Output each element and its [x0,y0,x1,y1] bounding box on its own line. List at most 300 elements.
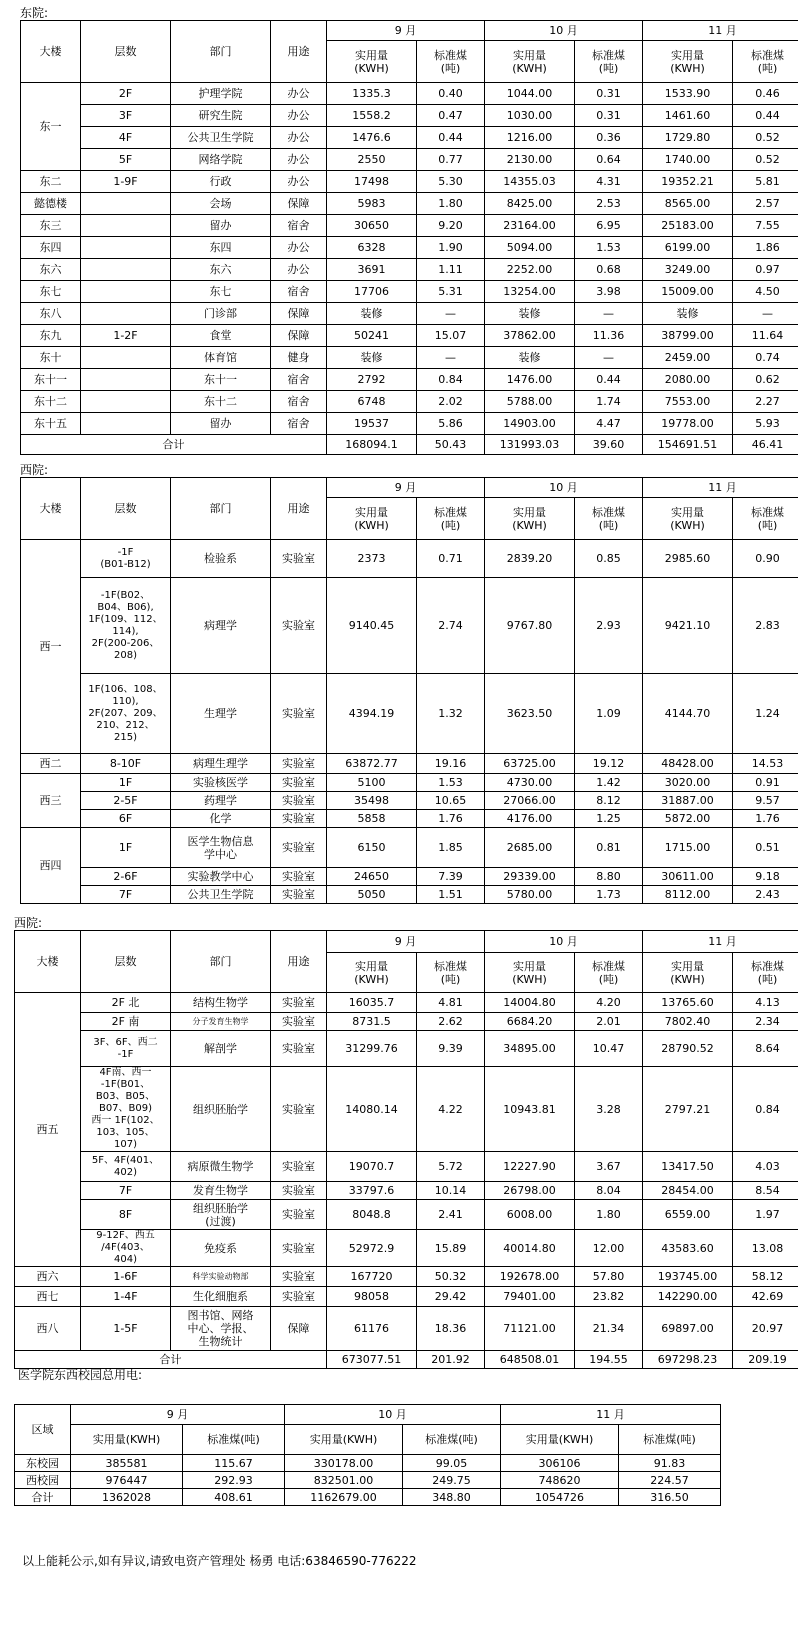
table-cell: 宿舍 [271,369,327,391]
table-cell: 留办 [171,215,271,237]
table-cell: 2.02 [417,391,485,413]
table-cell: 办公 [271,171,327,193]
table-cell: 0.68 [575,259,643,281]
table-cell: 1533.90 [643,83,733,105]
table-cell: 2685.00 [485,828,575,868]
table-cell: 2.83 [733,578,798,674]
table-row [15,1230,798,1267]
table-row [21,127,798,149]
table-cell: 1216.00 [485,127,575,149]
table-cell: 2080.00 [643,369,733,391]
floor-cell: 3F、6F、西二 -1F [81,1031,171,1067]
table-row [21,578,798,674]
table-row [15,1013,798,1031]
table-cell: 39.60 [575,435,643,455]
table-cell: 1729.80 [643,127,733,149]
column-header: 用途 [271,21,327,83]
table-cell [81,303,171,325]
table-cell: 0.62 [733,369,798,391]
total-label: 合计 [21,435,327,455]
table-cell: 9.18 [733,868,798,886]
building-cell: 西五 [15,993,81,1267]
table-cell: 11.36 [575,325,643,347]
building-cell: 东四 [21,237,81,259]
table-cell: 79401.00 [485,1287,575,1307]
column-header: 部门 [171,931,271,993]
table-cell: 1715.00 [643,828,733,868]
table-cell: 0.71 [417,540,485,578]
column-header: 实用量 (KWH) [327,41,417,83]
table-cell: 0.91 [733,774,798,792]
table-cell: 19778.00 [643,413,733,435]
table-cell: 832501.00 [285,1472,403,1489]
table-cell: 3.98 [575,281,643,303]
table-cell: 1.53 [417,774,485,792]
table-cell [81,193,171,215]
department-cell: 公共卫生学院 [171,886,271,904]
table-cell: 14080.14 [327,1067,417,1152]
table-row [21,347,798,369]
usage-cell: 实验室 [271,1200,327,1230]
usage-cell: 实验室 [271,868,327,886]
table-cell: 健身 [271,347,327,369]
table-row [15,1472,721,1489]
table-cell: 42.69 [733,1287,798,1307]
table-cell: 6684.20 [485,1013,575,1031]
table-cell: 58.12 [733,1267,798,1287]
table-cell: 13.08 [733,1230,798,1267]
table-cell: 98058 [327,1287,417,1307]
table-cell: — [417,303,485,325]
table-cell: 14355.03 [485,171,575,193]
table-cell: 9.20 [417,215,485,237]
department-cell: 解剖学 [171,1031,271,1067]
table-cell: 3691 [327,259,417,281]
table-cell: 1162679.00 [285,1489,403,1506]
table-row [21,391,798,413]
table-cell: 330178.00 [285,1455,403,1472]
table-cell: 1.90 [417,237,485,259]
table-cell: 131993.03 [485,435,575,455]
table-cell: 办公 [271,259,327,281]
table-cell: 5.31 [417,281,485,303]
table-cell: 0.52 [733,127,798,149]
table-cell: 3.28 [575,1067,643,1152]
floor-cell: 2F 南 [81,1013,171,1031]
usage-cell: 实验室 [271,993,327,1013]
table-cell: 13765.60 [643,993,733,1013]
column-header: 实用量 (KWH) [485,953,575,993]
column-header: 层数 [81,21,171,83]
table-cell: 19537 [327,413,417,435]
header-row [15,1405,721,1425]
table-cell: 2.43 [733,886,798,904]
column-header: 大楼 [21,21,81,83]
table-cell [81,237,171,259]
table-cell [81,369,171,391]
table-cell: 10943.81 [485,1067,575,1152]
table-cell: 10.65 [417,792,485,810]
table-cell: 5F [81,149,171,171]
department-cell: 分子发育生物学 [171,1013,271,1031]
table-cell: 装修 [643,303,733,325]
table-cell: 38799.00 [643,325,733,347]
table-cell: 食堂 [171,325,271,347]
table-row [15,1287,798,1307]
table-cell: 71121.00 [485,1307,575,1351]
table-cell: 34895.00 [485,1031,575,1067]
table-cell: 52972.9 [327,1230,417,1267]
table-cell: 3.67 [575,1152,643,1182]
table-cell: 2252.00 [485,259,575,281]
building-cell: 东三 [21,215,81,237]
column-header: 标准煤 (吨) [733,953,798,993]
table-cell: 193745.00 [643,1267,733,1287]
usage-cell: 实验室 [271,810,327,828]
table-row [21,215,798,237]
department-cell: 生化细胞系 [171,1287,271,1307]
table-cell: 976447 [71,1472,183,1489]
table-cell: 69897.00 [643,1307,733,1351]
table-cell: 168094.1 [327,435,417,455]
table-cell: 35498 [327,792,417,810]
table-cell: 697298.23 [643,1351,733,1369]
department-cell: 免疫系 [171,1230,271,1267]
table-cell: 8048.8 [327,1200,417,1230]
table-cell: 2985.60 [643,540,733,578]
building-cell: 东十五 [21,413,81,435]
table-cell: — [575,303,643,325]
table-cell: 1.80 [575,1200,643,1230]
table-cell: 0.36 [575,127,643,149]
table-cell: 0.46 [733,83,798,105]
floor-cell: 1-5F [81,1307,171,1351]
table-cell: 办公 [271,237,327,259]
table-cell: 1.86 [733,237,798,259]
table-cell: 13254.00 [485,281,575,303]
month-header: 9 月 [71,1405,285,1425]
column-header: 实用量 (KWH) [643,953,733,993]
table-cell: 348.80 [403,1489,501,1506]
table-cell: 9.57 [733,792,798,810]
table-row [15,1455,721,1472]
table-cell: 1.24 [733,674,798,754]
column-header: 大楼 [15,931,81,993]
department-cell: 实验核医学 [171,774,271,792]
table-row [21,754,798,774]
floor-cell: 1F(106、108、 110), 2F(207、209、 210、212、 215) [81,674,171,754]
month-header: 10 月 [285,1405,501,1425]
table-cell: 4.20 [575,993,643,1013]
column-header: 标准煤 (吨) [417,498,485,540]
floor-cell: 1F [81,828,171,868]
table-cell: 154691.51 [643,435,733,455]
table-cell: 14.53 [733,754,798,774]
table-cell: 1.42 [575,774,643,792]
region-cell: 东校园 [15,1455,71,1472]
table-cell: 6328 [327,237,417,259]
table-cell: 2373 [327,540,417,578]
table-row [21,810,798,828]
floor-cell: 6F [81,810,171,828]
table-cell: 2459.00 [643,347,733,369]
month-header: 10 月 [485,21,643,41]
region-cell: 西校园 [15,1472,71,1489]
table-cell: 0.31 [575,83,643,105]
building-cell: 东二 [21,171,81,193]
table-cell: 2.27 [733,391,798,413]
table-cell: 1030.00 [485,105,575,127]
table-row [21,281,798,303]
table-cell: 673077.51 [327,1351,417,1369]
west-campus-label-1: 西院: [20,463,49,477]
table-cell: 19.12 [575,754,643,774]
total-label: 合计 [15,1351,327,1369]
building-cell: 东十 [21,347,81,369]
table-cell: 装修 [485,347,575,369]
column-header: 实用量 (KWH) [485,498,575,540]
table-cell: 4394.19 [327,674,417,754]
table-cell: 1.97 [733,1200,798,1230]
table-cell: 15.89 [417,1230,485,1267]
table-cell: 0.44 [575,369,643,391]
table-cell: 9421.10 [643,578,733,674]
table-cell: 0.47 [417,105,485,127]
column-header: 实用量(KWH) [501,1425,619,1455]
floor-cell: 8-10F [81,754,171,774]
table-cell: 10.14 [417,1182,485,1200]
table-cell: 20.97 [733,1307,798,1351]
table-cell: 东七 [171,281,271,303]
table-row [21,149,798,171]
department-cell: 生理学 [171,674,271,754]
table-cell: 5788.00 [485,391,575,413]
table-cell: 0.74 [733,347,798,369]
table-cell: 行政 [171,171,271,193]
table-cell: 公共卫生学院 [171,127,271,149]
total-row [21,435,798,455]
table-cell: 12227.90 [485,1152,575,1182]
table-cell: 99.05 [403,1455,501,1472]
region-cell: 合计 [15,1489,71,1506]
column-header: 标准煤(吨) [619,1425,721,1455]
contact-footer: 以上能耗公示,如有异议,请致电资产管理处 杨勇 电话:63846590-776222 [22,1554,417,1568]
month-header: 10 月 [485,478,643,498]
table-cell: 209.19 [733,1351,798,1369]
table-cell: 15009.00 [643,281,733,303]
table-cell: 24650 [327,868,417,886]
table-cell: — [575,347,643,369]
table-cell: 2.53 [575,193,643,215]
floor-cell: 8F [81,1200,171,1230]
table-row [21,792,798,810]
table-cell: 0.44 [417,127,485,149]
table-cell: 1.09 [575,674,643,754]
table-cell: 648508.01 [485,1351,575,1369]
usage-cell: 实验室 [271,1230,327,1267]
table-cell: 4176.00 [485,810,575,828]
column-header: 标准煤(吨) [403,1425,501,1455]
table-cell: 6008.00 [485,1200,575,1230]
column-header: 标准煤 (吨) [417,41,485,83]
table-cell: 6559.00 [643,1200,733,1230]
table-row [15,1067,798,1152]
table-cell: 19352.21 [643,171,733,193]
table-cell: 5858 [327,810,417,828]
table-cell [81,281,171,303]
table-cell: 3249.00 [643,259,733,281]
table-cell: 0.51 [733,828,798,868]
table-row [21,369,798,391]
table-cell: 办公 [271,127,327,149]
table-cell: 7.55 [733,215,798,237]
floor-cell: 2-6F [81,868,171,886]
usage-cell: 实验室 [271,886,327,904]
table-cell: 5094.00 [485,237,575,259]
table-cell: 6.95 [575,215,643,237]
column-header: 用途 [271,478,327,540]
table-cell: 装修 [327,303,417,325]
usage-cell: 实验室 [271,774,327,792]
table-cell: 91.83 [619,1455,721,1472]
department-cell: 病原微生物学 [171,1152,271,1182]
table-cell: 16035.7 [327,993,417,1013]
table-cell: 1054726 [501,1489,619,1506]
table-cell: 30611.00 [643,868,733,886]
table-cell: 0.97 [733,259,798,281]
table-cell: 0.85 [575,540,643,578]
table-cell: 2130.00 [485,149,575,171]
table-cell: 43583.60 [643,1230,733,1267]
table-cell: 1558.2 [327,105,417,127]
table-cell: 5.93 [733,413,798,435]
table-cell: 8.12 [575,792,643,810]
building-cell: 西七 [15,1287,81,1307]
campus-total-table [14,1404,721,1506]
table-cell: 宿舍 [271,281,327,303]
table-cell: 4F [81,127,171,149]
west-campus-table-2 [14,930,798,1369]
column-header: 实用量 (KWH) [327,953,417,993]
header-row [15,931,798,953]
column-header: 标准煤 (吨) [575,498,643,540]
table-cell: 2.62 [417,1013,485,1031]
table-cell: 1.25 [575,810,643,828]
floor-cell: 1-4F [81,1287,171,1307]
table-cell: 护理学院 [171,83,271,105]
table-cell: 23.82 [575,1287,643,1307]
table-cell: 25183.00 [643,215,733,237]
table-cell: 4.13 [733,993,798,1013]
column-header: 实用量(KWH) [285,1425,403,1455]
usage-cell: 实验室 [271,792,327,810]
table-cell: 18.36 [417,1307,485,1351]
table-row [21,540,798,578]
table-cell: 29339.00 [485,868,575,886]
table-cell: 1476.00 [485,369,575,391]
table-cell: 115.67 [183,1455,285,1472]
table-cell: 1.74 [575,391,643,413]
table-cell: 0.77 [417,149,485,171]
column-header: 部门 [171,21,271,83]
table-cell: 316.50 [619,1489,721,1506]
table-cell: 2.93 [575,578,643,674]
table-cell: 保障 [271,193,327,215]
table-cell: 14903.00 [485,413,575,435]
table-row [21,193,798,215]
department-cell: 实验教学中心 [171,868,271,886]
table-cell: 2550 [327,149,417,171]
table-cell: 1-9F [81,171,171,193]
table-cell: — [733,303,798,325]
month-header: 11 月 [643,21,798,41]
column-header: 部门 [171,478,271,540]
table-cell: 13417.50 [643,1152,733,1182]
floor-cell: 9-12F、西五 /4F(403、 404) [81,1230,171,1267]
table-cell: 1.76 [733,810,798,828]
table-cell: 4.03 [733,1152,798,1182]
table-row [21,303,798,325]
usage-cell: 实验室 [271,1287,327,1307]
table-cell: 3623.50 [485,674,575,754]
usage-cell: 实验室 [271,674,327,754]
table-cell: 1-2F [81,325,171,347]
table-cell: 0.44 [733,105,798,127]
department-cell: 检验系 [171,540,271,578]
table-cell: 2.01 [575,1013,643,1031]
table-row [21,105,798,127]
usage-cell: 实验室 [271,1067,327,1152]
usage-cell: 实验室 [271,540,327,578]
table-cell: 1044.00 [485,83,575,105]
table-cell: 19.16 [417,754,485,774]
month-header: 9 月 [327,478,485,498]
table-cell: 7.39 [417,868,485,886]
table-cell: 5.86 [417,413,485,435]
table-cell [81,347,171,369]
table-row [21,774,798,792]
table-cell: 292.93 [183,1472,285,1489]
table-cell: 7802.40 [643,1013,733,1031]
building-cell: 懿德楼 [21,193,81,215]
table-cell: 1.11 [417,259,485,281]
table-cell: 1.73 [575,886,643,904]
table-cell: 8112.00 [643,886,733,904]
table-cell [81,259,171,281]
department-cell: 病理学 [171,578,271,674]
table-cell: 网络学院 [171,149,271,171]
column-header: 标准煤 (吨) [575,41,643,83]
table-cell: 5100 [327,774,417,792]
table-cell: 宿舍 [271,413,327,435]
table-cell: 2.57 [733,193,798,215]
table-cell: 19070.7 [327,1152,417,1182]
header-row [21,478,798,498]
table-cell: 8425.00 [485,193,575,215]
table-row [15,1489,721,1506]
table-cell: 东六 [171,259,271,281]
column-header: 标准煤 (吨) [733,41,798,83]
table-cell: 57.80 [575,1267,643,1287]
table-cell: 1740.00 [643,149,733,171]
table-row [15,993,798,1013]
table-cell: 5.72 [417,1152,485,1182]
table-cell: 1362028 [71,1489,183,1506]
table-cell: 408.61 [183,1489,285,1506]
month-header: 11 月 [643,478,798,498]
west-campus-label-2: 西院: [14,916,43,930]
department-cell: 发育生物学 [171,1182,271,1200]
